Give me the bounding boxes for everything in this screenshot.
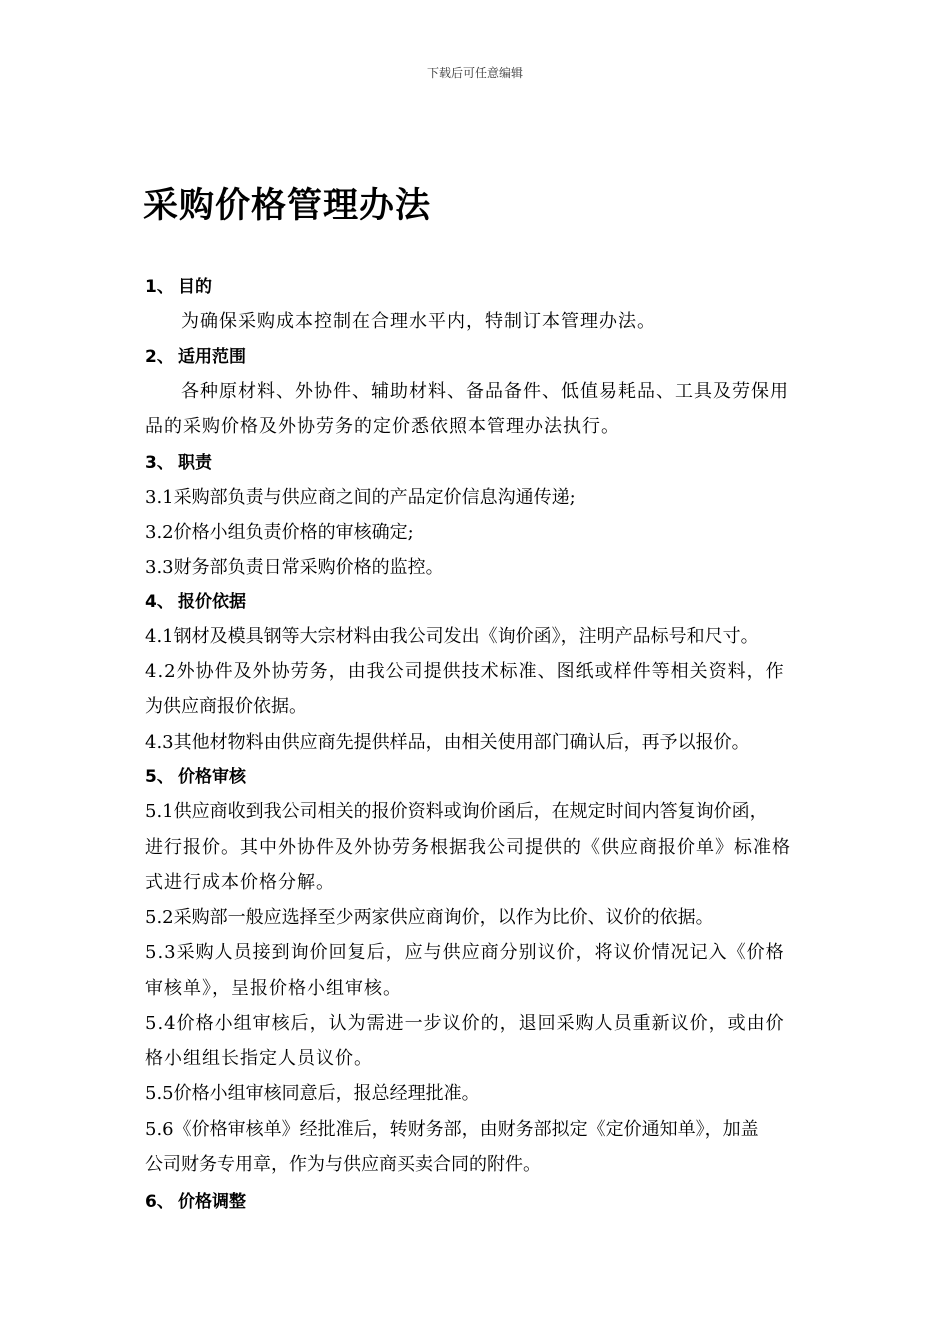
paragraph-line: 5.2采购部一般应选择至少两家供应商询价，以作为比价、议价的依据。 bbox=[145, 907, 714, 928]
paragraph-line: 为供应商报价依据。 bbox=[145, 696, 307, 717]
paragraph-line: 审核单》，呈报价格小组审核。 bbox=[145, 978, 402, 999]
document-title: 采购价格管理办法 bbox=[143, 186, 432, 226]
section-heading: 2、 适用范围 bbox=[145, 347, 246, 367]
section-heading: 4、 报价依据 bbox=[145, 592, 246, 612]
paragraph-line: 3.1采购部负责与供应商之间的产品定价信息沟通传递; bbox=[145, 487, 576, 508]
section-heading: 1、 目的 bbox=[145, 277, 212, 297]
paragraph-line: 进行报价。其中外协件及外协劳务根据我公司提供的《供应商报价单》标准格 bbox=[145, 837, 791, 858]
paragraph-line: 5.6《价格审核单》经批准后，转财务部，由财务部拟定《定价通知单》，加盖 bbox=[145, 1119, 759, 1140]
section-heading: 6、 价格调整 bbox=[145, 1192, 246, 1212]
paragraph-line: 格小组组长指定人员议价。 bbox=[145, 1048, 373, 1069]
page-header: 下载后可任意编辑 bbox=[426, 66, 523, 80]
paragraph-line: 4.3其他材物料由供应商先提供样品，由相关使用部门确认后，再予以报价。 bbox=[145, 732, 750, 753]
section-heading: 5、 价格审核 bbox=[145, 767, 246, 787]
paragraph-line: 3.3财务部负责日常采购价格的监控。 bbox=[145, 557, 444, 578]
paragraph-line: 公司财务专用章，作为与供应商买卖合同的附件。 bbox=[145, 1154, 541, 1175]
paragraph-line: 5.1供应商收到我公司相关的报价资料或询价函后，在规定时间内答复询价函， bbox=[145, 801, 768, 822]
section-heading: 3、 职责 bbox=[145, 453, 212, 473]
paragraph-line: 5.3采购人员接到询价回复后，应与供应商分别议价，将议价情况记入《价格 bbox=[145, 942, 785, 963]
paragraph-line: 为确保采购成本控制在合理水平内，特制订本管理办法。 bbox=[181, 311, 656, 332]
paragraph-line: 5.5价格小组审核同意后，报总经理批准。 bbox=[145, 1083, 480, 1104]
paragraph-line: 3.2价格小组负责价格的审核确定; bbox=[145, 522, 414, 543]
paragraph-line: 式进行成本价格分解。 bbox=[145, 872, 335, 893]
paragraph-line: 4.2外协件及外协劳务，由我公司提供技术标准、图纸或样件等相关资料，作 bbox=[145, 661, 785, 682]
paragraph-line: 5.4价格小组审核后，认为需进一步议价的，退回采购人员重新议价，或由价 bbox=[145, 1013, 785, 1034]
paragraph-line: 品的采购价格及外协劳务的定价悉依照本管理办法执行。 bbox=[145, 416, 620, 437]
paragraph-line: 各种原材料、外协件、辅助材料、备品备件、低值易耗品、工具及劳保用 bbox=[181, 381, 789, 402]
paragraph-line: 4.1钢材及模具钢等大宗材料由我公司发出《询价函》，注明产品标号和尺寸。 bbox=[145, 626, 759, 647]
